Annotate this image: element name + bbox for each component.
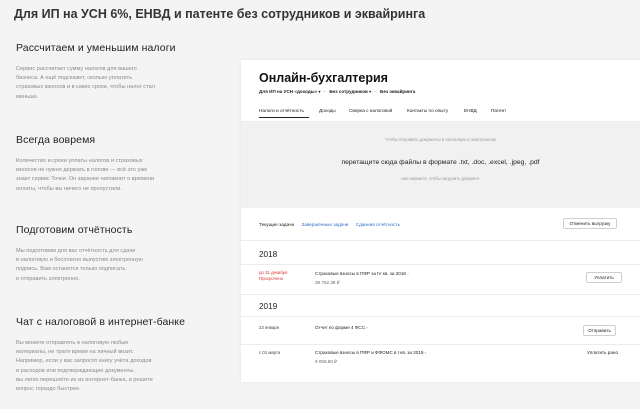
tab-income[interactable]: Доходы (319, 108, 336, 113)
feature-taxes (16, 42, 186, 102)
task-filter (259, 222, 400, 227)
task-amount: 9 059,50 ₽ (315, 359, 338, 364)
feature-text: Сервис рассчитает сумму налогов для вашего бизнеса. А ещё подскажет, сколько уплатить страховых взносов и в какие сроки, чтобы налог стал меньше. (16, 66, 155, 100)
task-date: до 31 декабря Просрочено (259, 270, 288, 281)
chevron-down-icon: ▾ (318, 89, 321, 94)
year-heading: 2018 (259, 250, 278, 259)
dropzone-hint-top: Чтобы отправить документы в налоговую в электронном (385, 137, 496, 142)
active-tab-indicator (259, 117, 309, 118)
tab-reconciliation[interactable]: Сверка с налоговой (349, 108, 393, 113)
feature-text: Вы можете отправлять в налоговую любые материалы, не тратя время на личный визит. Например, если у вас запросят книгу учёта доходов и расходов или подтверждающие документы, вы легко перешлёте их из интернет-банка, и решите вопрос гораздо быстрее. (16, 340, 153, 393)
dropzone-main-text: перетащите сюда файлы в формате .txt, .doc, .excel, .jpeg, .pdf (341, 159, 540, 166)
feature-text: Мы подготовим для вас отчётность для сдачи в налоговую и бесплатно выпустим электронную подпись. Вам останется только подписать и отправить электронно. (16, 248, 144, 282)
chevron-right-icon: › (366, 325, 368, 330)
task-title[interactable]: Отчет по форме 4 ФСС › (315, 325, 368, 330)
app-title: Онлайн-бухгалтерия (259, 71, 388, 85)
task-date: 23 января (259, 325, 279, 330)
overdue-badge: Просрочено (259, 276, 284, 281)
tab-contacts[interactable]: Контакты по опыту (407, 108, 449, 113)
subtitle-tax-regime[interactable]: Для ИП на УСН «доходы» ▾ (259, 89, 321, 94)
page-title: Для ИП на УСН 6%, ЕНВД и патенте без сотрудников и эквайринга (14, 7, 426, 21)
accounting-app-window (241, 60, 640, 382)
tab-envd[interactable]: ЕНВД (464, 108, 477, 113)
year-heading: 2019 (259, 302, 278, 311)
list-item (241, 316, 640, 344)
list-item (241, 344, 640, 374)
feature-heading: Всегда вовремя (16, 134, 96, 146)
feature-heading: Подготовим отчётность (16, 224, 133, 236)
pay-early-link[interactable]: Уплатить рано (587, 350, 618, 355)
dropzone-upload-link[interactable]: или нажмите, чтобы загрузить документ (401, 176, 480, 181)
task-date: c 01 марта (259, 350, 281, 355)
tab-taxes[interactable]: Налоги и отчётность (259, 108, 304, 113)
subtitle-employees[interactable]: Без сотрудников ▾ (329, 89, 372, 94)
task-title[interactable]: Страховые взносы в ПФР за IV кв. за 2018 › (315, 271, 409, 276)
task-amount: 38 752,38 ₽ (315, 280, 340, 285)
feature-heading: Рассчитаем и уменьшим налоги (16, 42, 176, 54)
chevron-right-icon: › (424, 350, 427, 355)
feature-reporting (16, 224, 186, 284)
feature-text: Количество и сроки уплаты налогов и страховых взносов не нужно держать в голове — всё это уже знает сервис Точки. Он заранее напомнит о времени оплаты, чтобы вы ничего не пропустили. (16, 158, 155, 192)
cancel-upload-button[interactable]: Отменить выгрузку (563, 218, 617, 229)
divider (241, 240, 640, 241)
chevron-right-icon: › (407, 271, 409, 276)
task-title[interactable]: Страховые взносы в ПФР и ФФОМС в I кв. за 2019 › (315, 350, 427, 355)
app-subtitle: Для ИП на УСН «доходы» ▾ • Без сотрудников ▾ • Без эквайринга (259, 89, 416, 94)
subtitle-acquiring[interactable]: Без эквайринга (380, 89, 416, 94)
file-dropzone[interactable] (241, 122, 640, 208)
tab-completed-tasks[interactable]: Завершённые задачи (301, 222, 349, 227)
feature-chat (16, 316, 186, 394)
divider (241, 294, 640, 295)
feature-on-time (16, 134, 186, 194)
send-button[interactable]: Отправить (583, 325, 616, 336)
list-item (241, 264, 640, 294)
tab-patent[interactable]: Патент (491, 108, 507, 113)
tab-current-tasks[interactable]: Текущие задачи (259, 222, 295, 227)
tab-submitted-reports[interactable]: Сданная отчётность (355, 222, 401, 227)
pay-button[interactable]: Уплатить (586, 272, 622, 283)
chevron-down-icon: ▾ (369, 89, 372, 94)
feature-heading: Чат с налоговой в интернет-банке (16, 316, 186, 328)
